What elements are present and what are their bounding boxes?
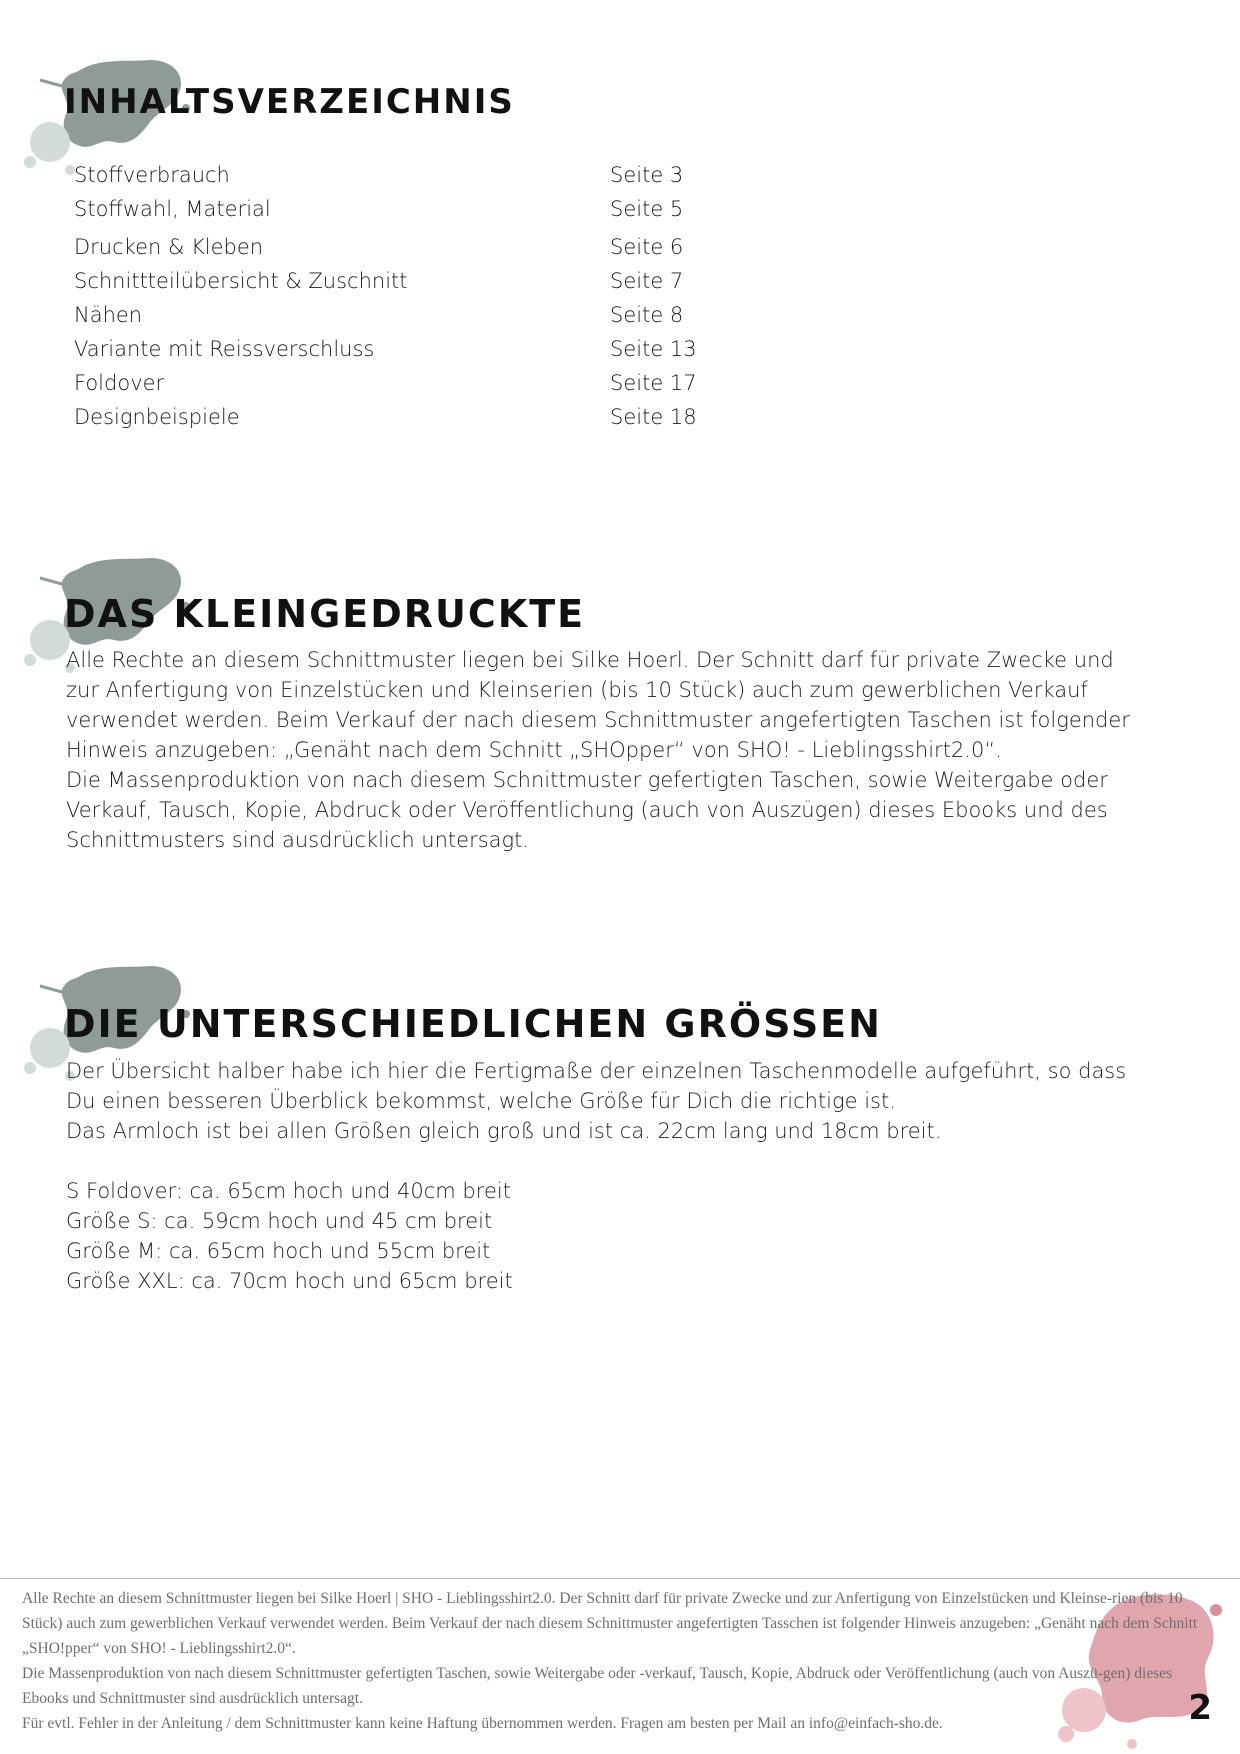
toc-item-title: Variante mit Reissverschluss [74,337,375,361]
toc-item-title: Schnittteilübersicht & Zuschnitt [74,269,408,293]
armhole-note: Das Armloch ist bei allen Größen gleich groß und ist ca. 22cm lang und 18cm breit. [66,1119,942,1143]
toc-item-page: Seite 18 [610,405,697,429]
size-list [66,1176,513,1296]
toc-row[interactable] [74,332,714,366]
toc-item-page: Seite 5 [610,197,684,221]
footer-paragraph: Die Massenproduktion von nach diesem Schnittmuster gefertigten Taschen, sowie Weitergabe oder -verkauf, Tausch, Kopie, Abdruck oder Veröffentlichung (auch von Auszü-gen) dieses Ebooks und Schnittmuster sind ausdrücklich untersagt. [22,1665,1173,1707]
toc-item-page: Seite 6 [610,235,684,259]
toc-item-page: Seite 3 [610,163,684,187]
toc-item-page: Seite 7 [610,269,684,293]
toc-item-page: Seite 17 [610,371,697,395]
page-number: 2 [1188,1688,1212,1728]
toc-row[interactable] [74,366,714,400]
toc-row[interactable] [74,192,714,226]
toc-item-title: Stoffwahl, Material [74,197,271,221]
toc-item-page: Seite 13 [610,337,697,361]
toc-row[interactable] [74,230,714,264]
footer-divider [0,1578,1240,1579]
sizes-heading: DIE UNTERSCHIEDLICHEN GRÖSSEN [64,1002,882,1046]
fineprint-paragraph: Alle Rechte an diesem Schnittmuster liegen bei Silke Hoerl. Der Schnitt darf für private Zwecke und zur Anfertigung von Einzelstücken und Kleinserien (bis 10 Stück) auch zum gewerblichen Verkauf verwendet werden. Beim Verkauf der nach diesem Schnittmuster angefertigten Taschen ist folgender Hinweis anzugeben: „Genäht nach dem Schnitt „SHOpper“ von SHO! - Lieblingsshirt2.0“. [66,648,1130,762]
toc-item-title: Designbeispiele [74,405,240,429]
fineprint-heading: DAS KLEINGEDRUCKTE [64,592,586,636]
toc-item-title: Drucken & Kleben [74,235,264,259]
size-list-item: Größe S: ca. 59cm hoch und 45 cm breit [66,1209,493,1233]
size-list-item: Größe XXL: ca. 70cm hoch und 65cm breit [66,1269,513,1293]
fineprint-paragraph: Die Massenproduktion von nach diesem Schnittmuster gefertigten Taschen, sowie Weitergabe oder Verkauf, Tausch, Kopie, Abdruck oder Veröffentlichung (auch von Auszügen) dieses Ebooks und des Schnittmusters sind ausdrücklich untersagt. [66,768,1108,852]
size-list-item: S Foldover: ca. 65cm hoch und 40cm breit [66,1179,511,1203]
toc-item-title: Foldover [74,371,165,395]
toc-heading: INHALTSVERZEICHNIS [64,82,515,122]
footer-paragraph: Alle Rechte an diesem Schnittmuster liegen bei Silke Hoerl | SHO - Lieblingsshirt2.0. Der Schnitt darf für private Zwecke und zur Anfertigung von Einzelstücken und Kleinse-rien (bis 10 Stück) auch zum gewerblichen Verkauf verwendet werden. Beim Verkauf der nach diesem Schnittmuster angefertigten Tasschen ist folgender Hinweis anzugeben: „Genäht nach dem Schnitt „SHO!pper“ von SHO! - Lieblingsshirt2.0“. [22,1590,1198,1657]
toc-row[interactable] [74,400,714,434]
toc-row[interactable] [74,264,714,298]
footer-legal-notice [22,1586,1198,1736]
toc-item-page: Seite 8 [610,303,684,327]
toc-item-title: Nähen [74,303,143,327]
sizes-intro: Der Übersicht halber habe ich hier die Fertigmaße der einzelnen Taschenmodelle aufgeführt, so dass Du einen besseren Überblick bekommst, welche Größe für Dich die richtige ist. [66,1059,1127,1113]
table-of-contents [74,158,714,434]
toc-item-title: Stoffverbrauch [74,163,230,187]
size-list-item: Größe M: ca. 65cm hoch und 55cm breit [66,1239,491,1263]
toc-row[interactable] [74,298,714,332]
footer-contact: Für evtl. Fehler in der Anleitung / dem Schnittmuster kann keine Haftung übernommen werden. Fragen am besten per Mail an info@einfach-sho.de. [22,1715,943,1732]
toc-row[interactable] [74,158,714,192]
